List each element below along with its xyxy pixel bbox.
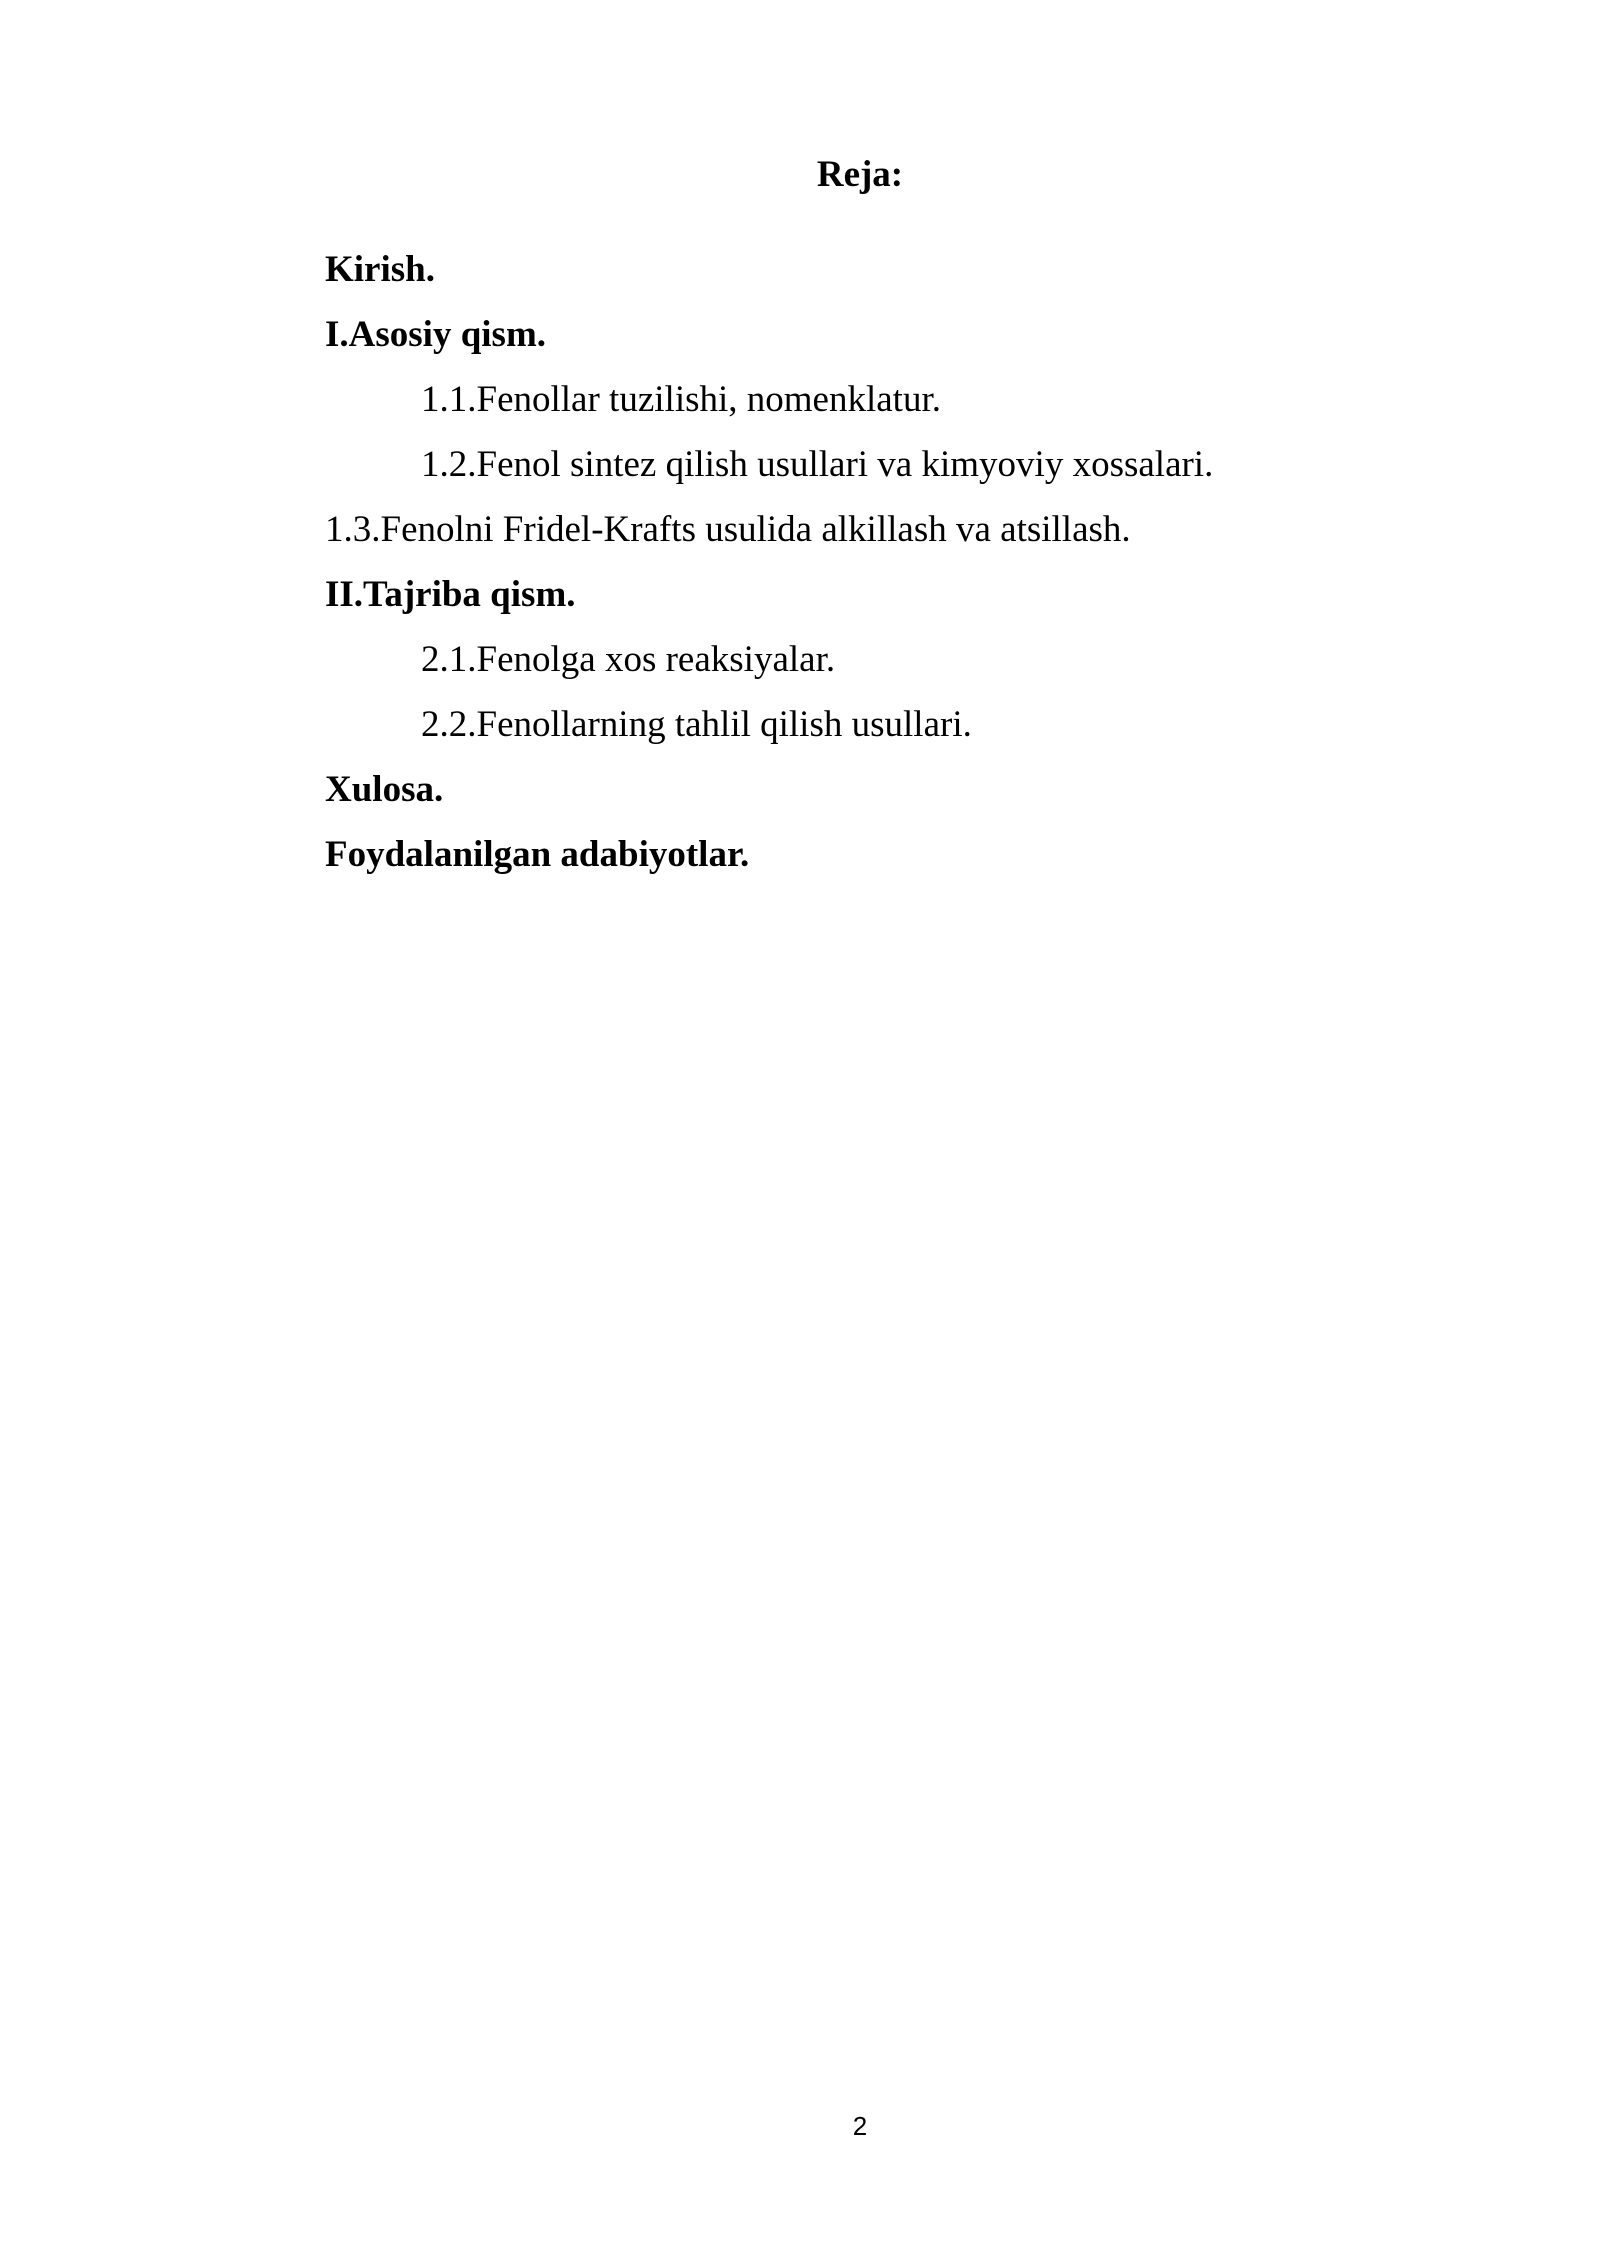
page-title: Reja: (816, 154, 904, 195)
outline-item-introduction: Kirish. (325, 249, 435, 290)
outline-item-2-2: 2.2.Fenollarning tahlil qilish usullari. (421, 704, 972, 745)
outline-item-conclusion: Xulosa. (325, 769, 444, 810)
outline-item-2-1: 2.1.Fenolga xos reaksiyalar. (421, 639, 836, 680)
outline-item-references: Foydalanilgan adabiyotlar. (325, 834, 750, 875)
page-number: 2 (852, 2111, 868, 2141)
outline-item-main-part: I.Asosiy qism. (325, 314, 547, 355)
outline-item-1-2: 1.2.Fenol sintez qilish usullari va kimyoviy xossalari. (421, 444, 1214, 485)
outline-item-1-3: 1.3.Fenolni Fridel-Krafts usulida alkillash va atsillash. (325, 509, 1131, 550)
outline-item-1-1: 1.1.Fenollar tuzilishi, nomenklatur. (421, 379, 941, 420)
outline-item-experimental-part: II.Tajriba qism. (325, 574, 576, 615)
